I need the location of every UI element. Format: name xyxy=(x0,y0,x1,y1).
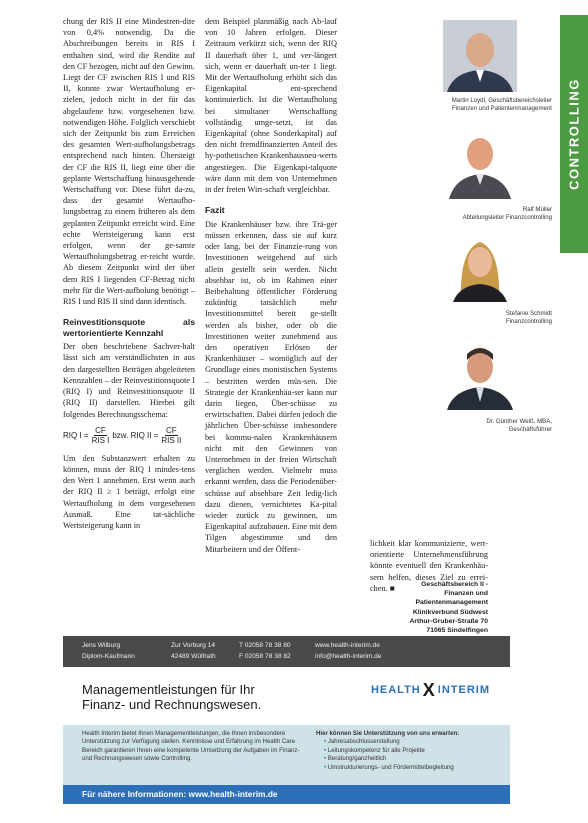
body-paragraph: Die Krankenhäuser bzw. ihre Trä-ger müssen erkennen, dass sie auf kurz oder lang, bei der Finanzie-rung von Investitionen weitgehend auf sich allein gestellt sein werden. Nicht absehbar ist, ob im Rahmen einer Beibehaltung öffentlicher Förderung zukünftig tatsächlich mehr Investitionsmittel bereit ge-stellt werden als bisher, oder ob die Investitionen weiter zunehmend aus den operativen Erlösen der Krankenhäuser – womöglich auf der Grundlage eines monistischen Systems – bestritten werden müs-sen. Die Strategie der Krankenhäu-ser kann nur darin liegen, Über-schüsse zu erwirtschaften. Dabei dürfen jedoch die jährlichen Über-schüsse insbesondere bei kommu-nalen Krankenhäusern nicht mit den Gewinnen von Unternehmen in der freien Wirtschaft verglichen werden. Vielmehr muss erkannt werden, dass die Periodenüber-schüsse auf absehbare Zeit ledig-lich dazu dienen, vernichtetes Ka-pital wieder zurück zu gewinnen, um Eigenkapital aufzubauen. Eine mit dem Tilgen abgestimmte und den Mitarbeitern und der Öffent- xyxy=(205,219,337,554)
ad-title-line: Finanz- und Rechnungswesen. xyxy=(82,697,262,712)
author-name: Stefanie Schmidt xyxy=(505,310,552,317)
author-caption-2 xyxy=(402,206,552,221)
fraction-numerator: CF xyxy=(166,425,177,435)
portrait-icon xyxy=(443,127,517,199)
author-photo-1 xyxy=(443,20,517,92)
author-role: Finanzcontrolling xyxy=(505,317,552,325)
ad-phone: T 02058 78 38 80 xyxy=(239,642,291,649)
ad-email-link[interactable]: info@health-interim.de xyxy=(315,653,382,660)
author-photo-2 xyxy=(443,127,517,199)
logo-text-left: HEALTH xyxy=(370,684,421,696)
list-item: • Leitungskompetenz für alle Projekte xyxy=(324,747,496,755)
fraction-2 xyxy=(161,426,181,445)
ad-contact-bar xyxy=(63,636,510,667)
subheading-fazit: Fazit xyxy=(205,205,225,216)
body-paragraph: lichkeit klar kommunizierte, wert-orientierte Unternehmensführung könnte eventuell den Krankenhäu-sern helfen, dieses Ziel zu errei-chen. ■ xyxy=(370,539,488,593)
article-column-1 xyxy=(63,16,195,531)
list-item: • Beratung/ganzheitlich xyxy=(324,755,496,763)
author-name: Dr. Günther Weiß, MBA, xyxy=(486,418,552,425)
fraction-1 xyxy=(92,426,110,445)
contact-line: Geschäftsbereich II - xyxy=(421,581,488,588)
ad-services xyxy=(316,730,496,772)
author-role: Geschäftsführer xyxy=(508,425,552,433)
contact-line: Klinikverbund Südwest xyxy=(412,608,488,616)
contact-line: Arthur-Gruber-Straße 70 xyxy=(409,617,488,625)
author-name: Ralf Müller xyxy=(522,206,552,213)
logo-x-icon: X xyxy=(422,680,436,700)
ad-street: Zur Vorburg 14 xyxy=(171,642,215,649)
author-caption-4 xyxy=(402,418,552,433)
logo-text-right: INTERIM xyxy=(437,684,490,696)
fraction-numerator: CF xyxy=(95,425,106,435)
fraction-denominator: RIS II xyxy=(161,435,182,445)
portrait-icon xyxy=(443,20,517,92)
ad-footer-link[interactable]: Für nähere Informationen: www.health-interim.de xyxy=(63,785,510,804)
fraction-denominator: RIS I xyxy=(91,435,110,445)
author-name: Martin Loydl, Geschäftsbereichsleiter xyxy=(451,97,552,104)
ad-title xyxy=(82,682,261,712)
ad-body: Health Interim bietet Ihnen Managementleistungen, die Ihnen insbesondere Unterstützung zur Verfügung stellen. Kenntnisse und Erfahrung im Health Care Bereich garantieren Ihnen eine kompetente Umsetzung der Aufgaben im Finanz- und Rechnungswesen sowie Controlling. xyxy=(82,730,300,763)
author-caption-3 xyxy=(402,310,552,325)
author-caption-1 xyxy=(402,97,552,112)
ad-contact-role: Diplom-Kaufmann xyxy=(82,653,135,660)
article-column-2 xyxy=(205,16,337,555)
contact-line: 71065 Sindelfingen xyxy=(426,627,488,635)
body-paragraph: dem Beispiel planmäßig nach Ab-lauf von 10 Jahren erfolgen. Dieser Zeitraum verkürzt sich, wenn der RIQ II dauerhaft über 1, und ver-längert sich, wenn er dauerhaft un-ter 1 liegt. Mit der Wertaufholung erhöht sich das Eigenkapital ent-sprechend kontinuierlich. Ist die Wertaufholung bei simultaner Wertschaffung vollständig umge-setzt, ist das Eigenkapital (ohne Sonderkapital) auf den nicht fremdfinanzierten Anteil des hy-pothetischen Krankenhausneu-werts angestiegen. Die Eigenkapi-talquote wäre dann mit dem von Unternehmen in der freien Wirt-schaft vergleichbar. xyxy=(205,17,337,195)
formula-middle: bzw. RIQ II = xyxy=(112,430,159,440)
formula-lhs-1: RIQ I = xyxy=(63,430,89,440)
ad-fax: F 02058 78 38 82 xyxy=(239,653,291,660)
advertisement xyxy=(63,636,510,804)
list-item: • Jahresabschlusserstellung xyxy=(324,738,496,746)
formula xyxy=(63,426,195,445)
ad-title-line: Managementleistungen für Ihr xyxy=(82,682,255,697)
body-paragraph: Der oben beschriebene Sachver-halt lässt sich am verständlichsten in aus den dargestellten Beträgen abgeleiteten Kennzahlen – der Reinvestitionsquote I (RIQ I) und Reinvestitionsquote II (RIQ II) darstellen. Hierbei gilt folgendes Berechnungsschema: xyxy=(63,342,195,419)
body-paragraph: Liegt der CF zwischen RIS I und RIS II, konnte zwar Wertaufholung er-zielen, jedoch nicht in der für das abgelaufene bzw. vorgesehenen bzw. notwendigen Höhe. Folglich verschiebt sich der Zeitpunkt bis zum Erreichen des gesamten Wert-aufholungsbetrags entsprechend nach hinten. Übersteigt der CF die RIS II, liegt eine über die geplante Wertschaffung hinausgehende Wertschaffung vor. Diese führt da-zu, dass der gesamte Wertaufho-lungsbetrag zu einem früheren als dem geplanten Zeitpunkt erreicht wird. Eine echte Wertsteigerung kann erst erfolgen, wenn der ge-samte Wertaufholungsbetrag er-reicht wurde. Ab diesem Zeitpunkt wird der über dem RIS I liegenden CF-Betrag nicht mehr für die Wert-aufholung benötigt – RIS I und RIS II sind dann identisch. xyxy=(63,73,195,307)
portrait-icon xyxy=(443,338,517,410)
ad-services-heading: Hier können Sie Unterstützung von uns erwarten: xyxy=(316,730,460,737)
author-role: Abteilungsleiter Finanzcontrolling xyxy=(462,213,552,221)
contact-line: Finanzen und Patientenmanagement xyxy=(415,590,488,607)
section-label: CONTROLLING xyxy=(566,78,582,190)
body-paragraph: chung der RIS II eine Mindestren-dite von 0,4% notwendig. Da die Abschreibungen bereits in RIS I enthalten sind, wird die Rendite auf den CF bezogen, nicht auf den Gewinn. xyxy=(63,17,195,71)
author-photo-4 xyxy=(443,338,517,410)
body-paragraph: Um den Substanzwert erhalten zu können, muss der RIQ I mindes-tens den Wert 1 annehmen. Erst wenn auch der RIQ II ≥ 1 beträgt, erfolgt eine Wertaufholung in dem vorgesehenen Ausmaß. Eine tat-sächliche Wertsteigerung kann in xyxy=(63,453,195,530)
ad-web-link[interactable]: www.health-interim.de xyxy=(315,642,380,649)
author-role: Finanzen und Patientenmanagement xyxy=(452,104,552,112)
list-item: • Umstrukturierungs- und Fördermittelbegleitung xyxy=(324,764,496,772)
ad-contact-name: Jens Wilburg xyxy=(82,642,121,649)
ad-city: 42489 Wülfrath xyxy=(171,653,216,660)
portrait-icon xyxy=(443,230,517,302)
subheading-reinvestment: Reinvestitionsquote als wertorientierte Kennzahl xyxy=(63,317,195,338)
ad-services-list xyxy=(316,738,496,772)
health-interim-logo xyxy=(371,681,490,699)
author-photo-3 xyxy=(443,230,517,302)
